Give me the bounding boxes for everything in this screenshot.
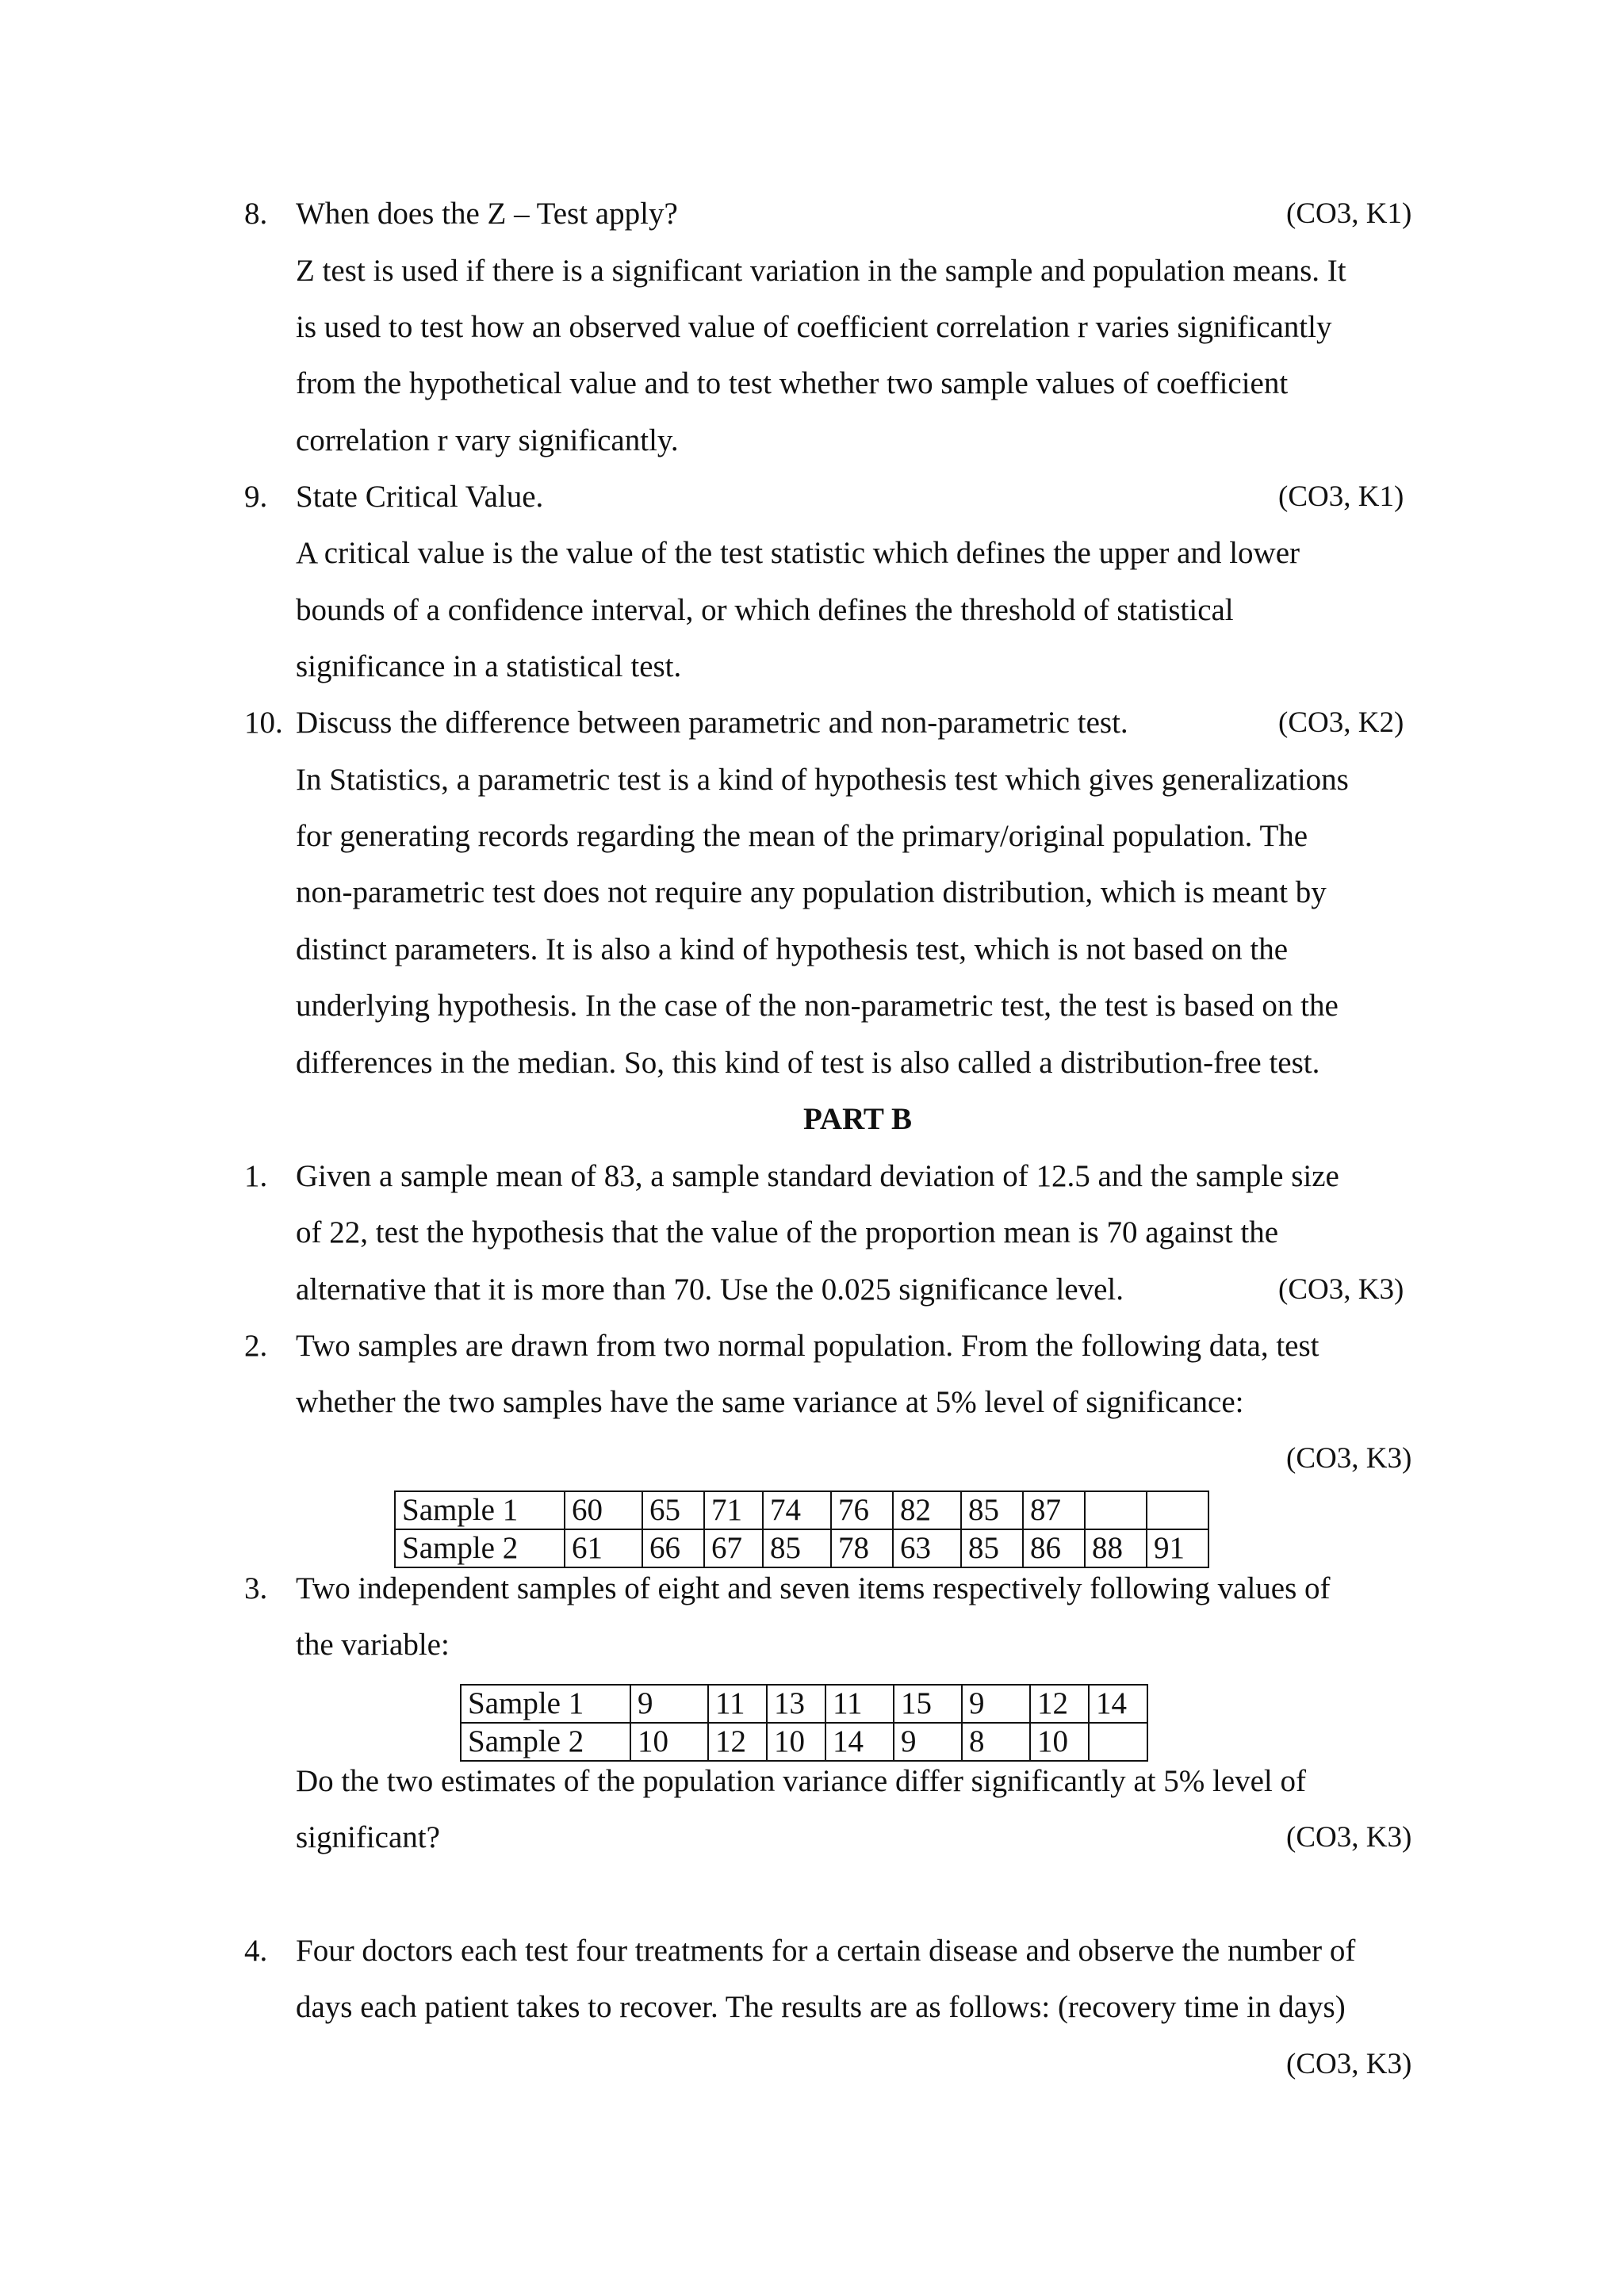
q8-answer-line: from the hypothetical value and to test whether two sample values of coefficient xyxy=(296,366,1289,400)
table-cell: 10 xyxy=(767,1723,825,1761)
table-cell: 66 xyxy=(642,1529,704,1567)
b1-line: alternative that it is more than 70. Use the 0.025 significance level. xyxy=(296,1272,1124,1307)
b2-tag: (CO3, K3) xyxy=(1286,1442,1412,1475)
b3-line: Do the two estimates of the population variance differ significantly at 5% level of xyxy=(296,1764,1306,1798)
q10-answer-line: distinct parameters. It is also a kind of hypothesis test, which is not based on the xyxy=(296,932,1289,966)
table-cell: 14 xyxy=(825,1723,894,1761)
b3-sample-table xyxy=(460,1684,1148,1762)
b4-tag: (CO3, K3) xyxy=(1286,2048,1412,2080)
q9-tag: (CO3, K1) xyxy=(1278,480,1404,513)
b1-line: Given a sample mean of 83, a sample standard deviation of 12.5 and the sample size xyxy=(296,1159,1339,1193)
table-cell: 65 xyxy=(642,1491,704,1529)
part-b-heading: PART B xyxy=(803,1102,912,1136)
q8-question: When does the Z – Test apply? xyxy=(296,197,678,231)
table-cell: 9 xyxy=(630,1685,708,1723)
table-cell: 74 xyxy=(763,1491,831,1529)
b4-number: 4. xyxy=(244,1934,268,1968)
table-cell: 10 xyxy=(1030,1723,1089,1761)
q10-tag: (CO3, K2) xyxy=(1278,706,1404,739)
table-row xyxy=(395,1491,1208,1529)
q8-answer-line: Z test is used if there is a significant variation in the sample and population means. It xyxy=(296,254,1346,288)
q9-number: 9. xyxy=(244,480,268,514)
b1-line: of 22, test the hypothesis that the value of the proportion mean is 70 against the xyxy=(296,1215,1279,1249)
q10-answer-line: underlying hypothesis. In the case of the non-parametric test, the test is based on the xyxy=(296,989,1339,1023)
table-cell: 11 xyxy=(825,1685,894,1723)
table-cell: 14 xyxy=(1089,1685,1147,1723)
q10-answer-line: for generating records regarding the mean of the primary/original population. The xyxy=(296,819,1308,853)
table-cell: 9 xyxy=(962,1685,1030,1723)
q8-number: 8. xyxy=(244,197,268,231)
q10-number: 10. xyxy=(244,706,283,740)
b3-line: Two independent samples of eight and seven items respectively following values of xyxy=(296,1571,1331,1605)
b2-sample-table xyxy=(394,1490,1209,1568)
b1-number: 1. xyxy=(244,1159,268,1193)
table-cell: 78 xyxy=(831,1529,893,1567)
q10-answer-line: differences in the median. So, this kind of test is also called a distribution-free test. xyxy=(296,1046,1320,1080)
table-cell: 60 xyxy=(565,1491,642,1529)
table-cell: 71 xyxy=(704,1491,763,1529)
table-cell: 12 xyxy=(1030,1685,1089,1723)
b2-line: whether the two samples have the same variance at 5% level of significance: xyxy=(296,1385,1244,1419)
table-cell: 87 xyxy=(1023,1491,1085,1529)
b4-line: days each patient takes to recover. The results are as follows: (recovery time in days) xyxy=(296,1990,1346,2024)
b2-line: Two samples are drawn from two normal population. From the following data, test xyxy=(296,1329,1320,1363)
b3-number: 3. xyxy=(244,1571,268,1605)
table-cell: 11 xyxy=(708,1685,767,1723)
table-cell: 12 xyxy=(708,1723,767,1761)
table-cell: 63 xyxy=(893,1529,961,1567)
table-cell: 85 xyxy=(763,1529,831,1567)
b3-line: significant? xyxy=(296,1820,440,1854)
table-cell: 85 xyxy=(961,1529,1023,1567)
table-cell: 85 xyxy=(961,1491,1023,1529)
table-cell: 13 xyxy=(767,1685,825,1723)
b1-tag: (CO3, K3) xyxy=(1278,1273,1404,1306)
table-cell: 76 xyxy=(831,1491,893,1529)
q8-tag: (CO3, K1) xyxy=(1286,197,1412,230)
table-row xyxy=(461,1723,1147,1761)
q10-answer-line: In Statistics, a parametric test is a kind of hypothesis test which gives generalizations xyxy=(296,763,1349,797)
table-cell: 15 xyxy=(894,1685,962,1723)
b3-line: the variable: xyxy=(296,1628,450,1662)
q10-question: Discuss the difference between parametric and non-parametric test. xyxy=(296,706,1128,740)
q9-answer-line: significance in a statistical test. xyxy=(296,649,682,683)
table-cell: Sample 1 xyxy=(395,1491,565,1529)
table-cell: Sample 1 xyxy=(461,1685,630,1723)
table-cell: 8 xyxy=(962,1723,1030,1761)
table-cell: 86 xyxy=(1023,1529,1085,1567)
table-cell: Sample 2 xyxy=(461,1723,630,1761)
table-cell: 10 xyxy=(630,1723,708,1761)
q9-answer-line: A critical value is the value of the test statistic which defines the upper and lower xyxy=(296,536,1300,570)
q9-answer-line: bounds of a confidence interval, or which defines the threshold of statistical xyxy=(296,593,1234,627)
table-cell: Sample 2 xyxy=(395,1529,565,1567)
table-cell: 67 xyxy=(704,1529,763,1567)
table-cell xyxy=(1147,1491,1208,1529)
b3-tag: (CO3, K3) xyxy=(1286,1821,1412,1854)
table-cell: 88 xyxy=(1085,1529,1147,1567)
table-cell: 9 xyxy=(894,1723,962,1761)
table-cell: 91 xyxy=(1147,1529,1208,1567)
table-cell: 82 xyxy=(893,1491,961,1529)
q10-answer-line: non-parametric test does not require any population distribution, which is meant by xyxy=(296,875,1327,909)
table-cell xyxy=(1089,1723,1147,1761)
b2-number: 2. xyxy=(244,1329,268,1363)
q8-answer-line: correlation r vary significantly. xyxy=(296,423,679,457)
q8-answer-line: is used to test how an observed value of coefficient correlation r varies significantly xyxy=(296,310,1332,344)
table-cell xyxy=(1085,1491,1147,1529)
q9-question: State Critical Value. xyxy=(296,480,544,514)
table-row xyxy=(461,1685,1147,1723)
table-cell: 61 xyxy=(565,1529,642,1567)
b4-line: Four doctors each test four treatments for a certain disease and observe the number of xyxy=(296,1934,1356,1968)
table-row xyxy=(395,1529,1208,1567)
